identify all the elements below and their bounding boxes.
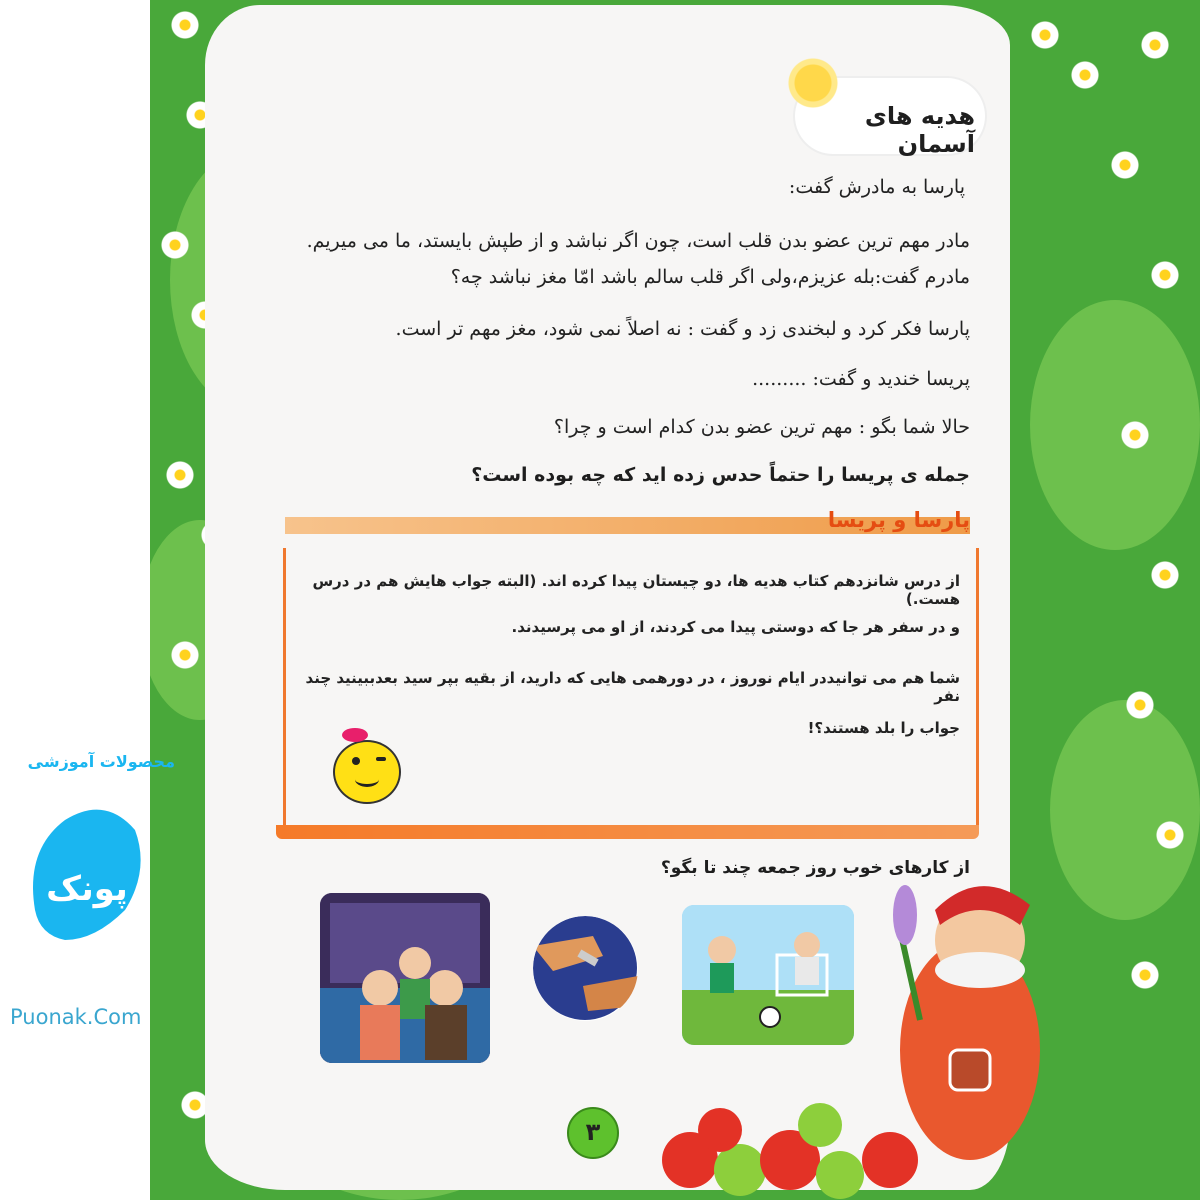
family-illustration — [320, 893, 490, 1063]
daisy-icon — [1125, 690, 1155, 720]
smiley-wink — [376, 757, 386, 761]
puonak-logo — [25, 790, 150, 980]
hands-illustration — [533, 916, 638, 1021]
daisy-icon — [1120, 420, 1150, 450]
box-line: جواب را بلد هستند؟! — [807, 719, 960, 737]
daisy-icon — [1140, 30, 1170, 60]
story-line: پارسا فکر کرد و لبخندی زد و گفت : نه اصلاً نمی شود، مغز مهم تر است. — [395, 318, 970, 340]
daisy-icon — [1150, 560, 1180, 590]
page-number: ۳ — [567, 1107, 619, 1159]
daisy-icon — [1130, 960, 1160, 990]
daisy-icon — [170, 10, 200, 40]
sun-icon — [788, 58, 838, 108]
daisy-icon — [1155, 820, 1185, 850]
daisy-icon — [1150, 260, 1180, 290]
daisy-icon — [170, 640, 200, 670]
football-picture — [682, 905, 854, 1045]
smiley-eye — [352, 757, 360, 765]
apples-decoration — [660, 1090, 940, 1200]
logo-text: پونک — [46, 869, 128, 909]
box-line: شما هم می توانیددر ایام نوروز ، در دورهمی هایی که دارید، از بقیه بپر سید بعدببینید چند نفر — [305, 669, 960, 705]
box-line: از درس شانزدهم کتاب هدیه ها، دو چیستان پیدا کرده اند. (البته جواب هایش هم در درس هست.) — [312, 572, 960, 608]
family-picture — [320, 893, 490, 1063]
riddle-box-bottom-bar — [276, 825, 979, 839]
daisy-icon — [1030, 20, 1060, 50]
section-title: پارسا و پریسا — [827, 508, 970, 532]
box-line: و در سفر هر جا که دوستی پیدا می کردند، از او می پرسیدند. — [511, 618, 960, 636]
daisy-icon — [160, 230, 190, 260]
daisy-icon — [1110, 150, 1140, 180]
story-line: حالا شما بگو : مهم ترین عضو بدن کدام است و چرا؟ — [553, 416, 970, 438]
football-illustration — [682, 905, 854, 1045]
story-line: مادر مهم ترین عضو بدن قلب است، چون اگر نباشد و از طپش بایستد، ما می میریم. — [306, 230, 970, 252]
bow-icon — [342, 728, 368, 742]
brand-tagline: محصولات آموزشی — [27, 752, 175, 771]
story-line: مادرم گفت:بله عزیزم،ولی اگر قلب سالم باشد امّا مغز نباشد چه؟ — [450, 266, 970, 288]
story-line: پریسا خندید و گفت: ......... — [752, 368, 970, 390]
hands-picture — [533, 916, 638, 1021]
guess-question: جمله ی پریسا را حتماً حدس زده اید که چه بوده است؟ — [471, 464, 970, 486]
daisy-icon — [1070, 60, 1100, 90]
site-name: Puonak.Com — [10, 1005, 142, 1029]
page-title: هدیه های آسمان — [864, 102, 975, 158]
smiley-mouth — [355, 772, 379, 787]
friday-question: از کارهای خوب روز جمعه چند تا بگو؟ — [660, 858, 970, 878]
daisy-icon — [165, 460, 195, 490]
story-line: پارسا به مادرش گفت: — [788, 176, 965, 198]
